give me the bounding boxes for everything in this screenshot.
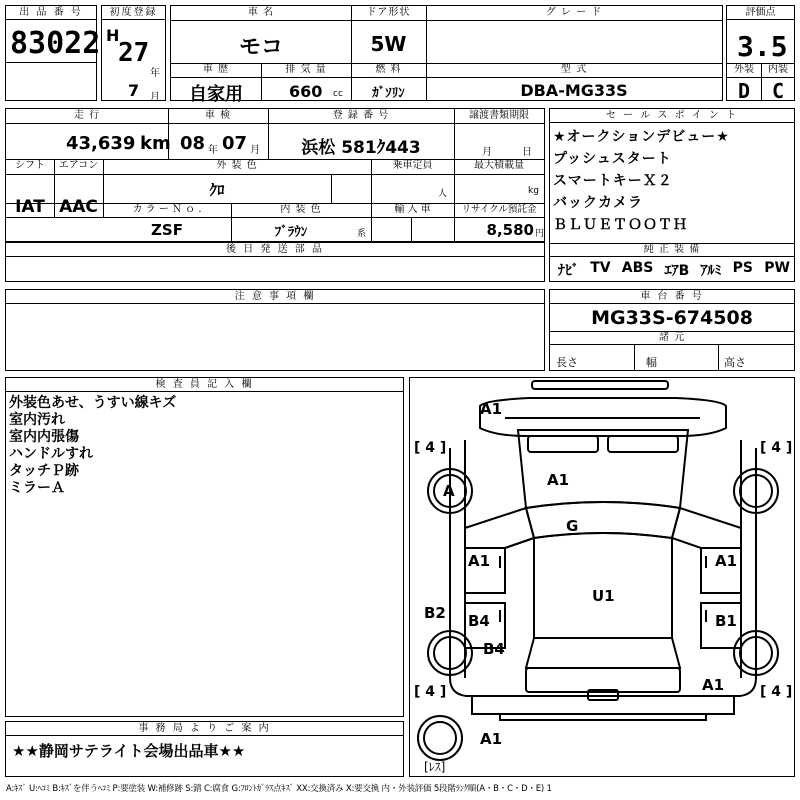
equipment-item: ﾅﾋﾞ [558, 263, 579, 279]
sales-points-label: セ ー ル ス ポ イ ン ト [550, 109, 794, 123]
tire-rr: [ 4 ] [760, 684, 793, 700]
equipment-label: 純 正 装 備 [550, 243, 794, 257]
mark-roof: U1 [592, 587, 615, 605]
exterior-label: 外装 [734, 64, 754, 75]
sales-point-item: バックカメラ [553, 195, 643, 211]
score-box [726, 5, 795, 101]
aircon-value: AAC [59, 197, 98, 217]
main-top-box [170, 5, 723, 105]
spec-length: 長さ [556, 356, 578, 369]
plate-value: 浜松 581ｸ443 [301, 138, 421, 158]
spare-tire-label: [ﾚｽ] [424, 760, 446, 774]
recycle-value: 8,580 [486, 221, 534, 239]
sales-point-item: スマートキーＸ２ [553, 173, 673, 189]
mark-right-front-door: A1 [715, 552, 738, 570]
first-reg-box [101, 5, 166, 101]
inspection-label: 車 検 [204, 110, 232, 121]
score-value: 3.5 [737, 30, 788, 63]
car-name-label: 車 名 [247, 7, 275, 18]
first-reg-era: H [106, 26, 120, 45]
ext-color-label: 外 装 色 [216, 160, 258, 171]
max-load-label: 最大積載量 [474, 160, 524, 171]
mileage-value: 43,639 [66, 133, 136, 154]
car-name: モコ [238, 35, 283, 60]
inspector-note: 外装色あせ、うすい線キズ [9, 395, 177, 411]
exterior-grade: D [737, 79, 751, 103]
equipment-item: ABS [621, 260, 654, 276]
inspector-notes [9, 395, 176, 497]
equipment-list [558, 260, 790, 280]
shift-value: IAT [15, 197, 45, 217]
mark-roof-front: G [566, 517, 579, 535]
int-color-unit: 系 [357, 229, 367, 239]
mark-left-mirror: A [443, 482, 455, 500]
specs-label: 諸 元 [550, 331, 794, 345]
plate-label: 登 録 番 号 [332, 110, 390, 121]
inspection-month: 07 [222, 133, 248, 154]
inspector-label: 検 査 員 記 入 欄 [6, 378, 403, 392]
ext-color-value: ｸﾛ [209, 181, 225, 199]
mark-right-rear-door: B1 [715, 612, 737, 630]
aircon-label: エアコン [58, 160, 99, 171]
sales-point-item: プッシュスタート [553, 151, 672, 167]
spec-height: 高さ [724, 356, 746, 369]
color-no-label: カ ラ ー Ｎ ｏ . [132, 204, 202, 215]
max-load-unit: kg [528, 186, 539, 196]
inspector-note: ハンドルすれ [9, 446, 93, 462]
first-reg-month-unit: 月 [150, 92, 160, 103]
office-label: 事 務 局 よ り ご 案 内 [6, 722, 403, 736]
recycle-label: リサイクル預託金 [461, 204, 537, 215]
shift-label: シフト [15, 160, 45, 171]
chassis-label: 車 台 番 号 [550, 290, 794, 304]
tire-fl: [ 4 ] [414, 440, 447, 456]
inspector-note: ミラーＡ [9, 480, 65, 496]
first-reg-month: 7 [128, 81, 140, 100]
import-label: 輸 入 車 [394, 204, 431, 215]
capacity-unit: 人 [438, 189, 448, 199]
score-label: 評価点 [727, 6, 794, 20]
int-color-value: ﾌﾞﾗｳﾝ [274, 225, 308, 240]
interior-label: 内装 [768, 64, 788, 75]
mileage-label: 走 行 [73, 110, 101, 121]
equipment-item: PW [764, 260, 790, 276]
transfer-day-unit: 日 [522, 147, 532, 158]
inspection-month-unit: 月 [250, 145, 260, 156]
lot-number: 83022 [10, 26, 101, 61]
history-value: 自家用 [189, 84, 243, 105]
equipment-item: ｴｱB [664, 263, 690, 279]
mark-rear-bumper: A1 [480, 730, 503, 748]
lot-label: 出 品 番 号 [6, 6, 96, 20]
sales-points-list [553, 126, 730, 236]
damage-diagram-box [409, 377, 795, 777]
model-label: 型 式 [560, 64, 588, 75]
chassis-box [549, 289, 795, 371]
door-label: ドア形状 [366, 7, 411, 18]
color-no-value: ZSF [151, 221, 183, 239]
first-reg-year-unit: 年 [150, 68, 160, 79]
history-label: 車 歴 [202, 64, 230, 75]
transfer-label: 譲渡書類期限 [469, 110, 529, 121]
inspection-year: 08 [180, 133, 206, 154]
lot-box [5, 5, 101, 101]
interior-grade: C [771, 79, 785, 103]
mark-left-rear-quarter: B4 [483, 640, 505, 658]
recycle-unit: 円 [535, 229, 545, 239]
chassis-number: MG33S-674508 [591, 307, 753, 329]
inspector-note: 室内汚れ [9, 412, 65, 428]
office-box [5, 721, 404, 777]
office-message: ★★静岡サテライト会場出品車★★ [12, 742, 246, 760]
mileage-unit: km [140, 133, 171, 154]
inspector-note: タッチＰ跡 [9, 463, 79, 479]
mark-right-rear-quarter: A1 [702, 676, 725, 694]
equipment-item: PS [732, 260, 754, 276]
displacement-value: 660 [289, 82, 323, 101]
equipment-item: ｱﾙﾐ [700, 263, 722, 279]
details-box [5, 108, 545, 242]
mark-left-rear-door: B4 [468, 612, 490, 630]
equipment-item: TV [590, 260, 611, 276]
later-parts-label: 後 日 発 送 部 品 [6, 243, 544, 257]
sales-points-box [549, 108, 795, 282]
cautions-box [5, 289, 545, 371]
door-value: 5W [370, 32, 407, 56]
sales-point-item: ★オークションデビュー★ [553, 129, 730, 145]
capacity-label: 乗車定員 [392, 160, 433, 171]
mark-left-front-door: A1 [468, 552, 491, 570]
transfer-month-unit: 月 [482, 147, 492, 158]
fuel-value: ｶﾞｿﾘﾝ [372, 86, 405, 101]
inspection-year-unit: 年 [208, 145, 218, 156]
int-color-label: 内 装 色 [280, 204, 322, 215]
later-parts-box [5, 242, 545, 282]
damage-legend: A:ｷｽﾞ U:ﾍｺﾐ B:ｷｽﾞを伴うﾍｺﾐ P:要塗装 W:補修跡 S:錆 C:腐食 G:ﾌﾛﾝﾄｶﾞﾗｽ点ｷｽﾞ XX:交換済み X:要交換 内・外装評価 5段階ﾗﾝｸ順(A・B・C・D・E) 1 [6, 784, 552, 794]
model-value: DBA-MG33S [520, 81, 628, 100]
first-reg-year: 27 [118, 38, 150, 68]
car-outline-diagram [410, 378, 796, 778]
mark-left-rear-panel: B2 [424, 604, 446, 622]
displacement-unit: cc [333, 89, 343, 99]
cautions-label: 注 意 事 項 欄 [6, 290, 544, 304]
inspector-box [5, 377, 404, 717]
mark-hood: A1 [547, 471, 570, 489]
mark-front-bumper: A1 [480, 400, 503, 418]
fuel-label: 燃 料 [375, 64, 402, 75]
tire-fr: [ 4 ] [760, 440, 793, 456]
sales-point-item: ＢＬＵＥＴＯＯＴＨ [553, 217, 688, 233]
tire-rl: [ 4 ] [414, 684, 447, 700]
grade-label: グ レ ー ド [545, 7, 603, 18]
spec-width: 幅 [646, 356, 657, 369]
displacement-label: 排 気 量 [285, 64, 327, 75]
inspector-note: 室内内張傷 [9, 429, 79, 445]
first-reg-label: 初度登録 [102, 6, 165, 20]
